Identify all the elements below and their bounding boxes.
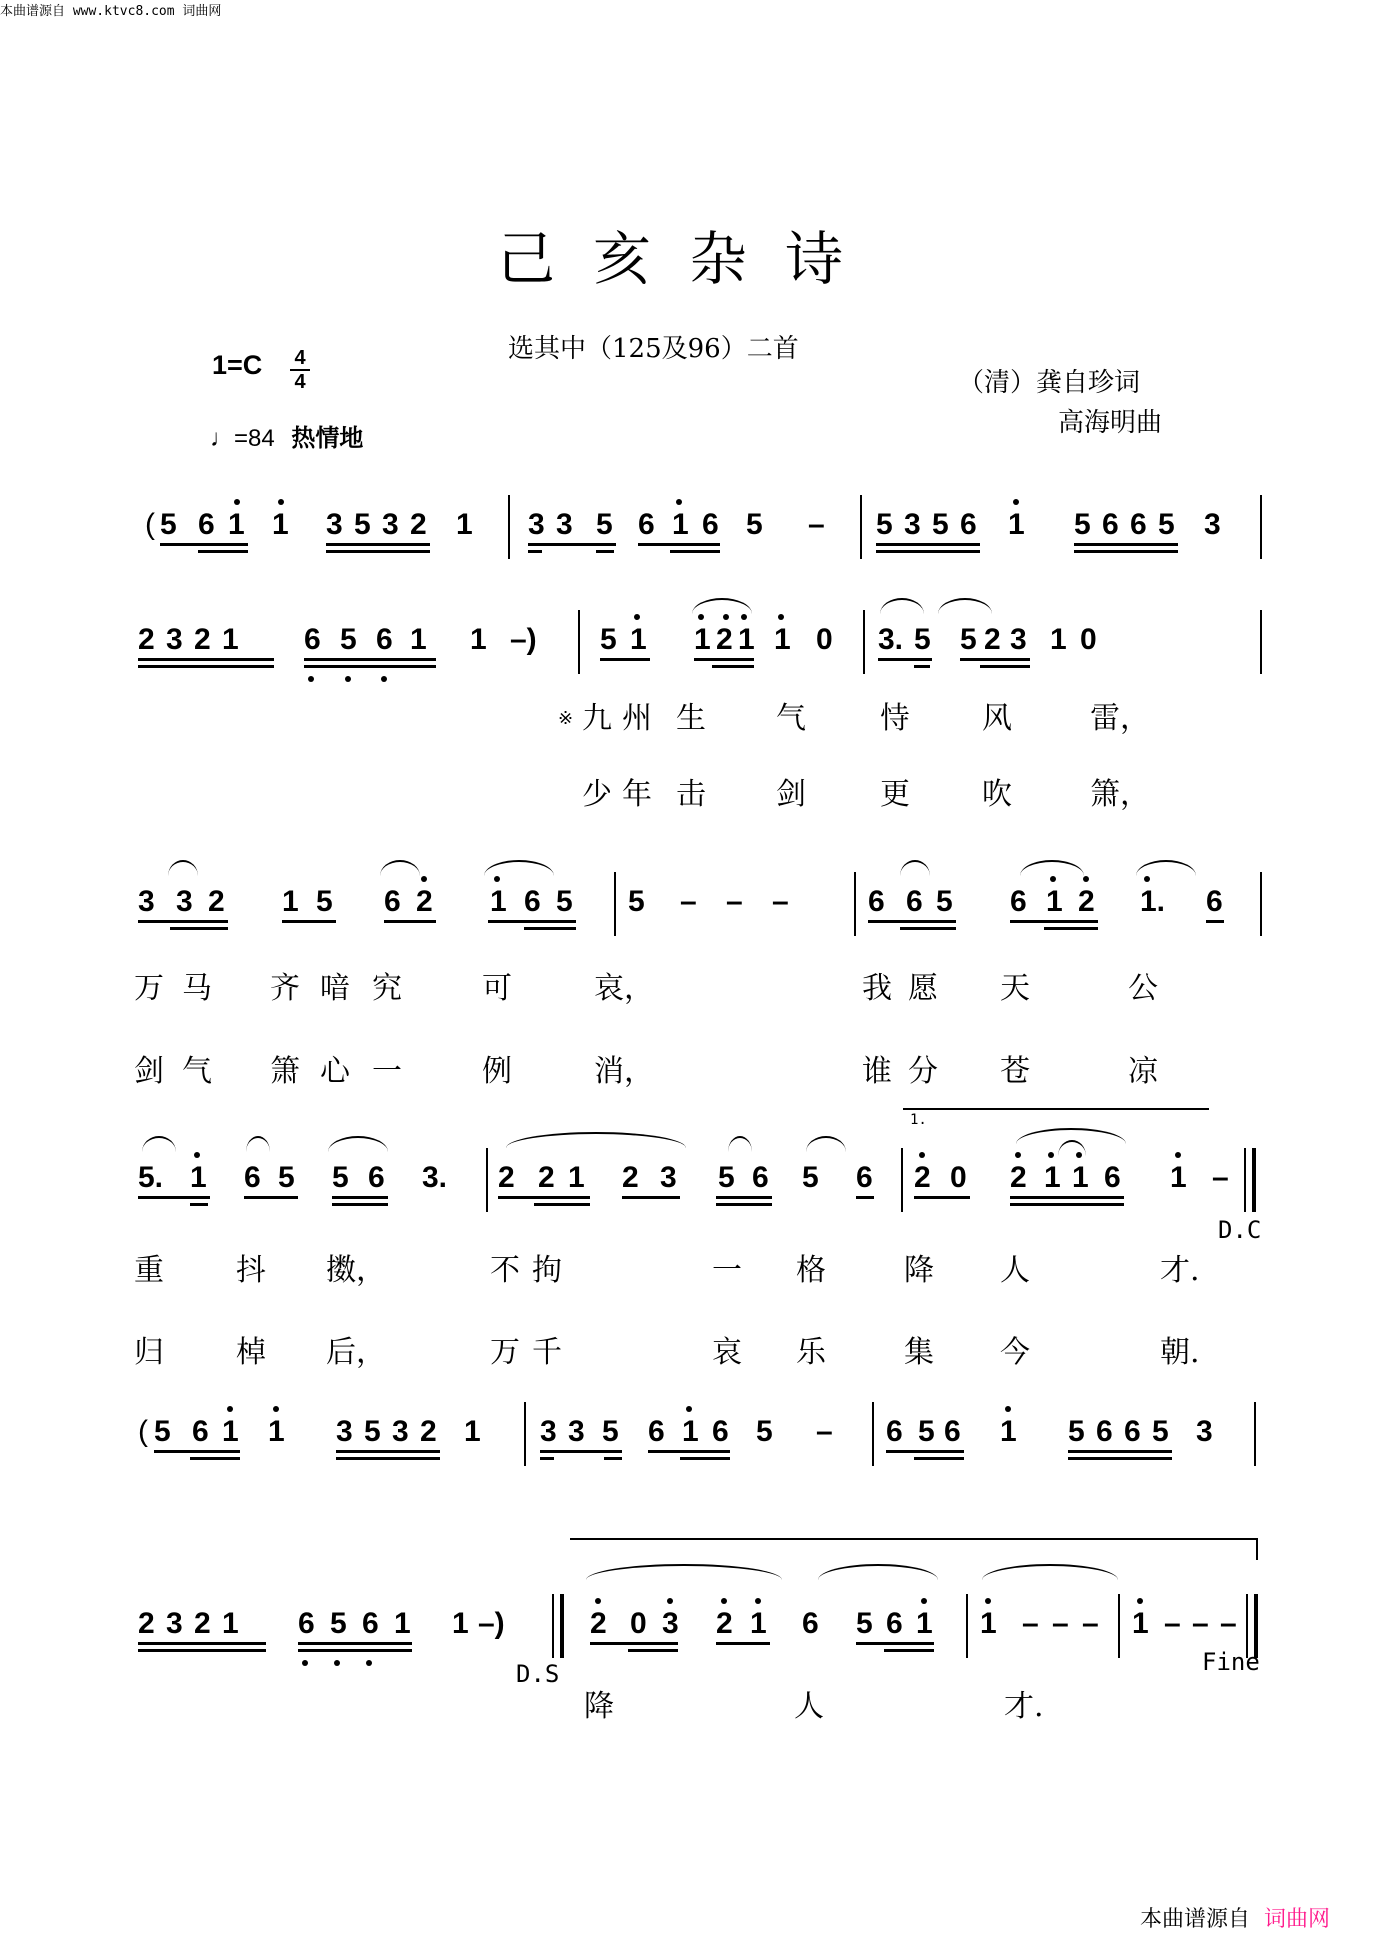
lyric-line-2-verse-2: 剑 气 箫 心 一 例 消， 谁 分 苍 凉 <box>134 1054 1158 1089</box>
ds-marking: D.S <box>516 1660 560 1688</box>
song-title: 己亥杂诗 <box>496 225 881 293</box>
expression-marking: 热情地 <box>291 425 364 452</box>
footer-source: 本曲谱源自 <box>1140 1907 1251 1932</box>
volta-1: 1. <box>910 1112 927 1128</box>
time-signature-top: 4 <box>294 347 306 369</box>
key-signature: 1=C <box>212 350 263 380</box>
lyric-line-3-verse-2: 归 棹 后， 万 千 哀 乐 集 今 朝. <box>134 1335 1200 1370</box>
score-row-3: 3 3 2 1 5 6 2 1 6 5 5 – – – 6 6 5 6 1 2 1. 6 <box>0 882 1378 942</box>
quarter-note-icon: ♩ <box>210 425 234 452</box>
score-row-6: 2 3 2 1 6 5 6 1 1 –) 2 0 3 2 1 6 5 6 1 1 – – – 1 – – – <box>0 1604 1378 1664</box>
lyricist-credit: （清）龚自珍词 <box>958 368 1141 398</box>
fine-marking: Fine <box>1202 1648 1260 1676</box>
footer-site-link[interactable]: 词曲网 <box>1264 1907 1331 1932</box>
top-watermark: 本曲谱源自 www.ktvc8.com 词曲网 <box>0 4 222 19</box>
lyric-line-2-verse-1: 万 马 齐 喑 究 可 哀， 我 愿 天 公 <box>134 971 1158 1006</box>
tempo-marking <box>210 418 363 453</box>
segno-icon: ※ <box>558 708 574 729</box>
lyric-line-4: 降 人 才. <box>584 1689 1044 1724</box>
time-signature-bottom: 4 <box>294 371 306 393</box>
score-row-5: ( 5 6 1 1 3 5 3 2 1 3 3 5 6 1 6 5 – 6 5 6 1 5 6 6 5 3 <box>0 1412 1378 1472</box>
score-row-4: 5. 1 6 5 5 6 3. 2 2 1 2 3 5 6 5 6 1. 2 0 2 1 1 6 1 – <box>0 1158 1378 1218</box>
score-row-2: 2 3 2 1 6 5 6 1 1 –) 5 1 1 2 1 1 0 3. 5 5 2 3 1 0 <box>0 620 1378 680</box>
dc-marking: D.C <box>1218 1216 1262 1244</box>
score-row-1: ( 5 6 1 1 3 5 3 2 1 3 3 5 6 1 6 5 – 5 3 5 6 1 5 6 6 5 3 <box>0 505 1378 565</box>
tempo-value: =84 <box>234 425 275 452</box>
time-signature <box>290 348 310 392</box>
composer-credit: 高海明曲 <box>1058 408 1163 438</box>
subtitle: 选其中（125及96）二首 <box>508 334 799 364</box>
lyric-line-1-verse-1: ※ 九 州 生 气 恃 风 雷， <box>558 701 1150 736</box>
lyric-line-3-verse-1: 重 抖 擞， 不 拘 一 格 降 人 才. <box>134 1253 1200 1288</box>
lyric-line-1-verse-2: 少 年 击 剑 更 吹 箫， <box>582 777 1150 812</box>
footer-watermark <box>1140 1902 1330 1933</box>
